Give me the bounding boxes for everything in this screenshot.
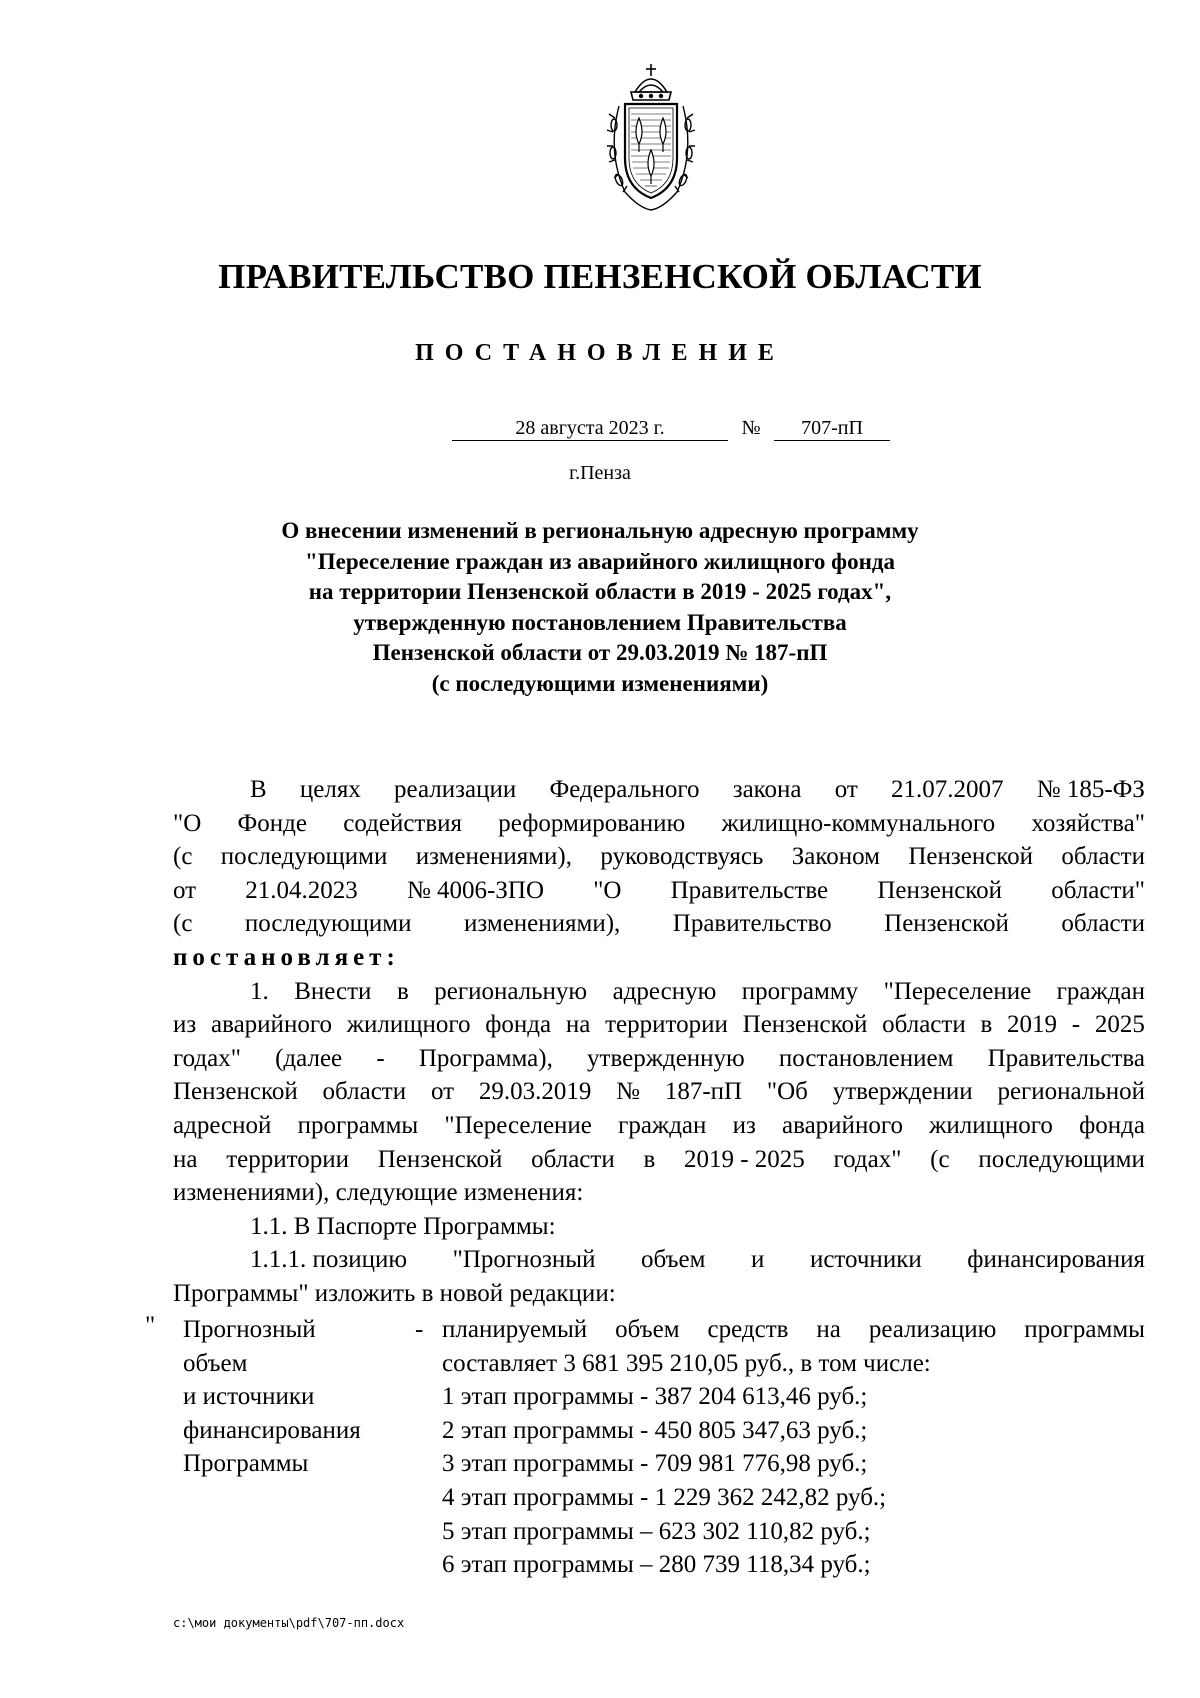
word: области — [322, 1078, 407, 1106]
word: Законом — [791, 843, 880, 871]
word: Пензенской — [377, 1145, 503, 1173]
word: Фонде — [237, 809, 307, 837]
word: "О — [593, 876, 622, 904]
word: области" — [1051, 876, 1145, 904]
document-date: 28 августа 2023 г. — [452, 416, 728, 441]
word: реализации — [394, 776, 517, 803]
word: 21.07.2007 — [891, 776, 1004, 803]
organization-title: ПРАВИТЕЛЬСТВО ПЕНЗЕНСКОЙ ОБЛАСТИ — [218, 257, 982, 296]
word: Правительства — [987, 1044, 1145, 1072]
word: и — [751, 1246, 765, 1274]
word: на — [173, 1145, 198, 1173]
city: г.Пенза — [569, 462, 631, 484]
table-right-line: 5 этап программы – 623 302 110,82 руб.; — [442, 1517, 871, 1545]
word: адресной — [173, 1111, 272, 1139]
word: Пензенской — [173, 1078, 298, 1106]
word: утверждении — [832, 1078, 973, 1106]
word: "Прогнозный — [452, 1246, 596, 1274]
item-1-line — [173, 1075, 1145, 1109]
word: Федерального — [549, 776, 700, 803]
word: в — [643, 1145, 656, 1173]
table-right-line: 1 этап программы - 387 204 613,46 руб.; — [442, 1383, 868, 1411]
word: Программа), — [418, 1044, 553, 1072]
subject-line: "Переселение граждан из аварийного жилищного фонда — [305, 548, 895, 574]
subject-line: утвержденную постановлением Правительства — [353, 609, 847, 635]
date-number-line — [452, 416, 890, 441]
word: последующими — [978, 1145, 1145, 1173]
word: изменениями), — [463, 910, 621, 938]
word: изменениями), — [415, 843, 573, 871]
word: "Переселение — [444, 1111, 592, 1139]
word: В — [250, 776, 267, 803]
word: содействия — [343, 809, 463, 837]
word: на — [565, 1011, 591, 1039]
table-right-line: 4 этап программы - 1 229 362 242,82 руб.; — [442, 1483, 887, 1511]
word: № — [616, 1078, 641, 1106]
word: аварийного — [211, 1011, 332, 1039]
word: реформированию — [498, 809, 686, 837]
document-type: ПОСТАНОВЛЕНИЕ — [415, 340, 785, 366]
subject-line: О внесении изменений в региональную адресную программу — [281, 518, 919, 543]
word: целях — [299, 776, 361, 803]
word: 1.1.1. позицию — [250, 1246, 408, 1274]
word: области — [1061, 910, 1145, 938]
word: закона — [732, 776, 802, 803]
word: территории — [226, 1145, 349, 1173]
word: адресную — [612, 977, 717, 1005]
word: 1. — [250, 977, 269, 1005]
open-quote: " — [145, 1312, 156, 1339]
word: Внести — [294, 977, 372, 1005]
word: на — [816, 1316, 841, 1343]
word: постановлением — [778, 1044, 954, 1072]
word: 187-пП — [664, 1078, 743, 1106]
word: от — [834, 776, 858, 803]
preamble-line — [173, 874, 1145, 908]
word: источники — [809, 1246, 922, 1274]
preamble-line — [173, 807, 1145, 841]
table-left-line: Прогнозный — [183, 1316, 316, 1343]
item-1-1-1-last-line: Программы" изложить в новой редакции: — [173, 1279, 616, 1307]
word: (с — [173, 843, 193, 871]
preamble-line — [173, 907, 1145, 941]
word: программы — [1024, 1316, 1145, 1343]
item-1-1-1-line — [173, 1243, 1145, 1277]
preamble-line — [173, 773, 1145, 807]
item-1-line — [173, 975, 1145, 1009]
word: программу — [741, 977, 859, 1005]
word: реализацию — [868, 1316, 997, 1343]
word: Пензенской — [877, 876, 1003, 904]
item-1-last-line: изменениями), следующие изменения: — [173, 1179, 584, 1207]
table-left-column — [183, 1313, 403, 1481]
word: средств — [707, 1316, 789, 1343]
word: № 4006-ЗПО — [406, 876, 545, 904]
word: Пензенской — [908, 843, 1034, 871]
word: годах" — [173, 1044, 241, 1072]
word: в — [980, 1011, 993, 1039]
word: № 185-ФЗ — [1036, 776, 1145, 803]
number-sign: № — [741, 417, 761, 439]
word: жилищного — [346, 1011, 471, 1039]
preamble-line — [173, 840, 1145, 874]
word: 2019 - 2025 — [683, 1145, 805, 1173]
word: Правительстве — [670, 876, 829, 904]
word: (с — [173, 910, 193, 938]
word: аварийного — [782, 1111, 903, 1139]
word: Пензенской — [884, 910, 1009, 938]
word: фонда — [485, 1011, 552, 1039]
table-left-line: финансирования — [183, 1416, 361, 1444]
item-1-line — [173, 1008, 1145, 1042]
word: области — [882, 1011, 966, 1039]
table-right-line: 6 этап программы – 280 739 118,34 руб.; — [442, 1551, 871, 1579]
word: годах" — [833, 1145, 902, 1173]
word: хозяйства" — [1031, 809, 1145, 837]
word: региональной — [997, 1078, 1145, 1106]
word: объем — [615, 1316, 680, 1343]
table-left-line: объем — [183, 1349, 248, 1377]
coat-of-arms-emblem — [605, 62, 697, 212]
item-1-line — [173, 1042, 1145, 1076]
subject-line: на территории Пензенской области в 2019 - 2025 годах", — [308, 579, 892, 605]
word: из — [173, 1011, 197, 1039]
subject-line: Пензенской области от 29.03.2019 № 187-пП — [372, 640, 828, 666]
word: - — [376, 1044, 385, 1072]
table-right-line: 2 этап программы - 450 805 347,63 руб.; — [442, 1416, 868, 1444]
footer-file-path: c:\мои документы\pdf\707-пп.docx — [173, 1616, 405, 1630]
word: жилищно-коммунального — [721, 809, 996, 837]
word: последующими — [244, 910, 412, 938]
word: программы — [297, 1111, 419, 1139]
table-right-first-line — [442, 1313, 1145, 1347]
word: 21.04.2023 — [245, 876, 358, 904]
word: области — [531, 1145, 615, 1173]
document-body — [173, 773, 1145, 1311]
word: от — [430, 1078, 455, 1106]
word: "О — [173, 809, 202, 837]
word: Пензенской — [742, 1011, 868, 1039]
table-right-line: 3 этап программы - 709 981 776,98 руб.; — [442, 1450, 868, 1478]
word: 2019 — [1007, 1011, 1058, 1039]
word: 2025 — [1094, 1011, 1145, 1039]
word: руководствуясь — [600, 843, 764, 871]
table-left-line: и источники — [183, 1383, 315, 1411]
decrees-word: постановляет: — [173, 943, 400, 971]
document-subject — [160, 516, 1040, 700]
word: "Переселение — [883, 977, 1032, 1005]
decrees-line — [173, 941, 1145, 975]
word: региональную — [434, 977, 588, 1005]
word: (с — [930, 1145, 950, 1173]
word: финансирования — [967, 1246, 1145, 1274]
word: граждан — [618, 1111, 707, 1139]
item-1-1: 1.1. В Паспорте Программы: — [250, 1212, 556, 1240]
table-right-line: составляет 3 681 395 210,05 руб., в том числе: — [442, 1349, 931, 1377]
table-dash: - — [415, 1316, 424, 1343]
word: территории — [605, 1011, 728, 1039]
word: последующими — [220, 843, 388, 871]
word: от — [173, 876, 197, 904]
word: объем — [641, 1246, 706, 1274]
word: Правительство — [672, 910, 832, 938]
word: (далее — [275, 1044, 343, 1072]
table-right-column — [442, 1313, 1145, 1582]
table-left-line: Программы — [183, 1450, 309, 1478]
word: в — [396, 977, 409, 1005]
word: 29.03.2019 — [478, 1078, 592, 1106]
word: области — [1061, 843, 1145, 871]
word: жилищного — [929, 1111, 1053, 1139]
word: из — [732, 1111, 756, 1139]
word: фонда — [1079, 1111, 1145, 1139]
item-1-line — [173, 1109, 1145, 1143]
document-number: 707-пП — [774, 416, 890, 441]
word: "Об — [766, 1078, 808, 1106]
word: планируемый — [442, 1316, 588, 1343]
word: граждан — [1056, 977, 1145, 1005]
subject-line: (с последующими изменениями) — [431, 670, 769, 696]
item-1-line — [173, 1143, 1145, 1177]
word: утвержденную — [587, 1044, 745, 1072]
word: - — [1071, 1011, 1081, 1039]
